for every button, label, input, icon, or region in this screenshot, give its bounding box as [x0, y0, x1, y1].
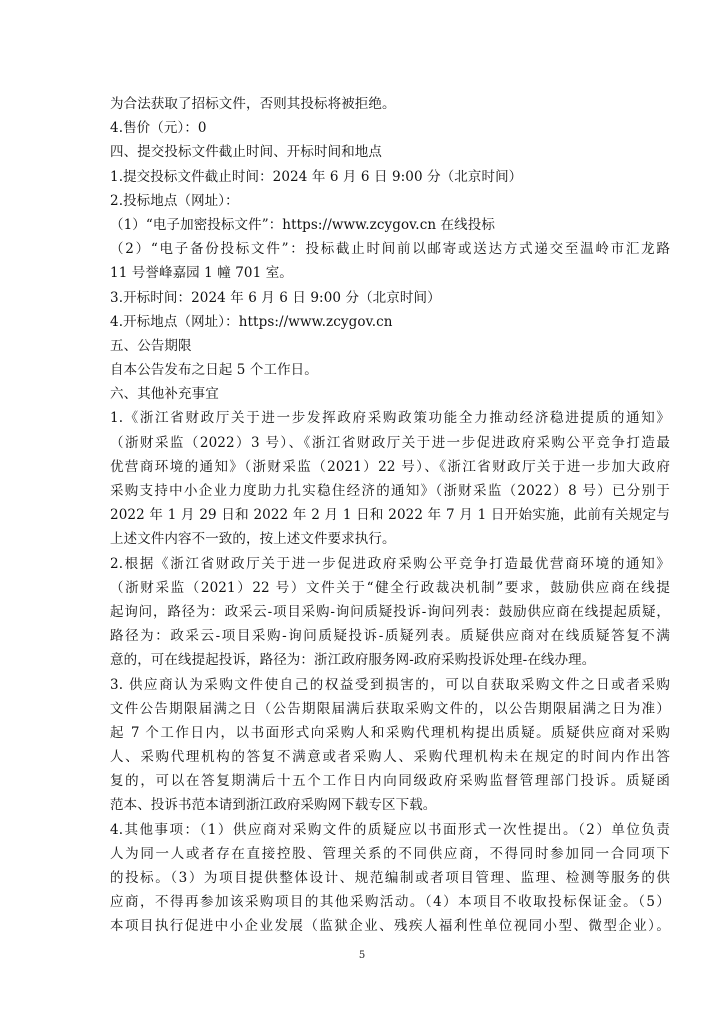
- text-line: 文件公告期限届满之日（公告期限届满后获取采购文件的，以公告期限届满之日为准）: [110, 700, 670, 717]
- text-line: 人为同一人或者存在直接控股、管理关系的不同供应商，不得同时参加同一合同项下: [110, 845, 670, 862]
- text-line: 2.投标地点（网址）：: [110, 192, 239, 209]
- text-line: 人、采购代理机构的答复不满意或者采购人、采购代理机构未在规定的时间内作出答: [110, 749, 670, 766]
- text-line: 路径为：政采云-项目采购-询问质疑投诉-质疑列表。质疑供应商对在线质疑答复不满: [110, 628, 670, 645]
- text-line: 自本公告发布之日起 5 个工作日。: [110, 362, 318, 379]
- text-line: 起 7 个工作日内，以书面形式向采购人和采购代理机构提出质疑。质疑供应商对采购: [110, 724, 670, 741]
- section-heading: 四、提交投标文件截止时间、开标时间和地点: [110, 144, 382, 161]
- text-line: （浙财采监（2021）22 号）文件关于“健全行政裁决机制”要求，鼓励供应商在线提: [110, 579, 670, 596]
- text-line: 4.其他事项：（1）供应商对采购文件的质疑应以书面形式一次性提出。（2）单位负责: [110, 821, 670, 838]
- text-line: 范本、投诉书范本请到浙江政府采购网下载专区下载。: [110, 797, 437, 814]
- document-body: [110, 92, 670, 939]
- text-line: 起询问，路径为：政采云-项目采购-询问质疑投诉-询问列表：鼓励供应商在线提起质疑，: [110, 603, 670, 620]
- text-line: 的投标。（3）为项目提供整体设计、规范编制或者项目管理、监理、检测等服务的供: [110, 870, 670, 886]
- text-line: 4.售价（元）：0: [110, 120, 207, 137]
- text-line: （1）“电子加密投标文件”：https://www.zcygov.cn 在线投标: [110, 216, 495, 233]
- text-line: 本项目执行促进中小企业发展（监狱企业、残疾人福利性单位视同小型、微型企业）。: [110, 918, 670, 935]
- text-line: 采购支持中小企业力度助力扎实稳住经济的通知》（浙财采监（2022）8 号）已分别于: [110, 483, 670, 499]
- text-line: （浙财采监（2022）3 号）、《浙江省财政厅关于进一步促进政府采购公平竞争打造最: [110, 434, 670, 451]
- text-line: 2.根据《浙江省财政厅关于进一步促进政府采购公平竞争打造最优营商环境的通知》: [110, 555, 670, 572]
- text-line: （2）“电子备份投标文件”：投标截止时间前以邮寄或送达方式递交至温岭市汇龙路: [110, 241, 670, 258]
- text-line: 3.开标时间：2024 年 6 月 6 日 9:00 分（北京时间）: [110, 289, 441, 306]
- text-line: 1.《浙江省财政厅关于进一步发挥政府采购政策功能全力推动经济稳进提质的通知》: [110, 410, 670, 427]
- text-line: 1.提交投标文件截止时间：2024 年 6 月 6 日 9:00 分（北京时间）: [110, 168, 523, 185]
- text-line: 4.开标地点（网址）：https://www.zcygov.cn: [110, 313, 393, 330]
- page-number: 5: [358, 950, 366, 961]
- text-line: 上述文件内容不一致的，按上述文件要求执行。: [110, 531, 396, 548]
- text-line: 复的，可以在答复期满后十五个工作日内向同级政府采购监督管理部门投诉。质疑函: [110, 773, 670, 790]
- text-line: 11 号誉峰嘉园 1 幢 701 室。: [110, 265, 293, 282]
- section-heading: 六、其他补充事宜: [110, 386, 219, 403]
- text-line: 应商，不得再参加该采购项目的其他采购活动。（4）本项目不收取投标保证金。（5）: [110, 894, 670, 911]
- text-line: 3. 供应商认为采购文件使自己的权益受到损害的，可以自获取采购文件之日或者采购: [110, 676, 670, 693]
- text-line: 意的，可在线提起投诉，路径为：浙江政府服务网-政府采购投诉处理-在线办理。: [110, 652, 596, 669]
- section-heading: 五、公告期限: [110, 337, 192, 354]
- text-line: 2022 年 1 月 29 日和 2022 年 2 月 1 日和 2022 年 7 月 1 日开始实施，此前有关规定与: [110, 507, 670, 524]
- text-line: 为合法获取了招标文件，否则其投标将被拒绝。: [110, 96, 396, 112]
- text-line: 优营商环境的通知》（浙财采监（2021）22 号）、《浙江省财政厅关于进一步加大政府: [110, 458, 670, 475]
